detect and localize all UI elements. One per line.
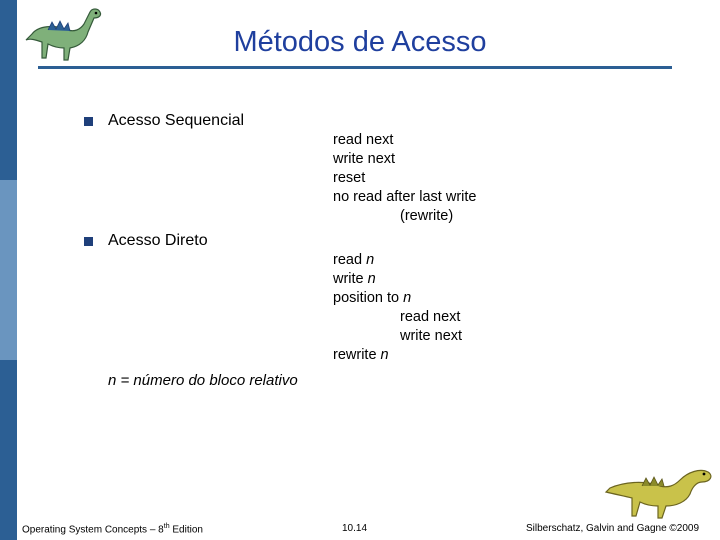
- operation-item: read next: [400, 309, 461, 325]
- operation-item: no read after last write: [333, 189, 477, 205]
- square-bullet-icon: [84, 237, 93, 246]
- footer-authors: Silberschatz, Galvin and Gagne ©2009: [526, 523, 700, 534]
- sidebar-segment: [0, 180, 17, 360]
- sidebar-segment: [0, 360, 17, 540]
- sequential-operations-list: [333, 131, 476, 226]
- square-bullet-icon: [84, 117, 93, 126]
- operation-item: read n: [333, 252, 375, 268]
- slide-title: Métodos de Acesso: [233, 26, 487, 58]
- operation-item: rewrite n: [333, 347, 389, 363]
- footer-book-title: Operating System Concepts – 8th Edition: [22, 523, 203, 536]
- operation-item: read next: [333, 132, 394, 148]
- footer-page-number: 10.14: [342, 523, 368, 534]
- operation-item: write next: [333, 151, 396, 167]
- operation-item: position to n: [333, 290, 412, 306]
- operation-item: write n: [333, 271, 376, 287]
- operation-item: write next: [400, 328, 463, 344]
- operation-item: reset: [333, 170, 366, 186]
- dinosaur-mascot-icon: [604, 458, 718, 522]
- section-heading-sequential: Acesso Sequencial: [108, 112, 245, 129]
- title-underline: [38, 66, 672, 69]
- direct-operations-list: [333, 251, 462, 365]
- section-heading-direct: Acesso Direto: [108, 232, 208, 249]
- variable-note: n = número do bloco relativo: [108, 372, 298, 389]
- left-sidebar-strip: [0, 0, 17, 540]
- operation-item: (rewrite): [400, 208, 454, 224]
